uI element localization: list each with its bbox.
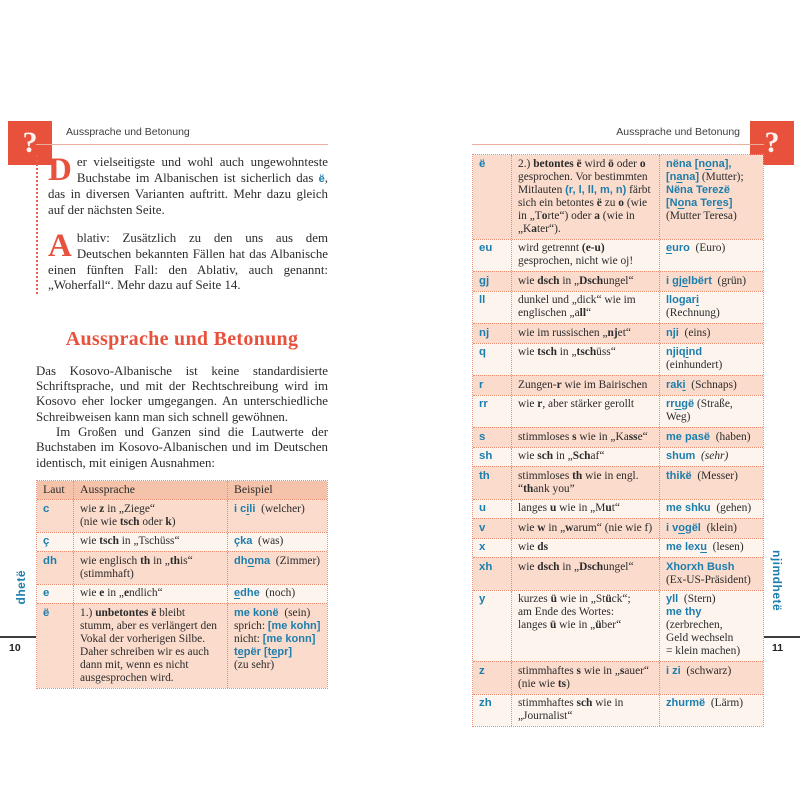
laut-cell: sh	[479, 450, 493, 462]
page-number-right: 11	[772, 642, 784, 654]
laut-cell: ë	[43, 606, 50, 619]
aussprache-cell: langes u wie in „Mut“	[511, 500, 659, 519]
aussprache-cell: stimmhaftes s wie in „sauer“ (nie wie ts)	[511, 662, 659, 694]
pronunciation-table-left	[36, 480, 328, 689]
aussprache-cell: wie w in „warum“ (nie wie f)	[511, 519, 659, 538]
beispiel-cell: euro (Euro)	[659, 240, 763, 272]
body-paragraph: Das Kosovo-Albanische ist keine standardisierte Schriftsprache, und mit der Rechtschreibung wird im Kosovo eher locker umgegangen. An unterschiedliche Schreibweisen kann man sich schnell gewöhnen.	[36, 363, 328, 424]
laut-cell: nj	[479, 326, 490, 339]
aussprache-cell: wie z in „Ziege“ (nie wie tsch oder k)	[73, 500, 227, 532]
intro-text: blativ: Zusätzlich zu den uns aus dem Deutschen bekannten Fällen hat das Albanische einen fünften Fall: den Ablativ, auch genannt: „Woherfall“. Mehr dazu auf Seite 14.	[48, 231, 328, 293]
beispiel-cell: me lexu (lesen)	[659, 539, 763, 558]
pronunciation-table-right	[472, 154, 764, 727]
table-row	[37, 603, 327, 688]
aussprache-cell: wie im russischen „njet“	[511, 324, 659, 343]
aussprache-cell: dunkel und „dick“ wie im englischen „all“	[511, 292, 659, 324]
table-row	[473, 590, 763, 662]
beispiel-cell: me konë (sein) sprich: [me kohn] nicht: [me konn] tepër [tepr] (zu sehr)	[227, 604, 327, 688]
laut-cell: s	[479, 430, 486, 443]
laut-cell: x	[479, 541, 486, 553]
laut-cell: rr	[479, 398, 488, 410]
table-row	[37, 551, 327, 584]
beispiel-cell: llogari (Rechnung)	[659, 292, 763, 324]
body-paragraph: Im Großen und Ganzen sind die Lautwerte der Buchstaben im Kosovo-Albanischen und im Deutschen identisch, mit einigen Ausnahmen:	[36, 424, 328, 470]
dropcap-letter: D	[48, 152, 72, 188]
intro-paragraph	[48, 228, 328, 293]
intro-text: er vielseitigste und wohl auch ungewohnteste Buchstabe im Albanischen ist sicherlich das ë, das in diversen Varianten auftritt. Mehr dazu gleich auf der nächsten Seite.	[48, 155, 328, 217]
table-row	[473, 447, 763, 467]
right-page	[472, 126, 764, 727]
aussprache-cell: wie englisch th in „this“ (stimmhaft)	[73, 552, 227, 584]
dropcap-letter: A	[48, 228, 72, 265]
table-row	[473, 271, 763, 291]
table-row	[473, 155, 763, 239]
aussprache-cell: wie tsch in „tschüss“	[511, 344, 659, 376]
laut-cell: ç	[43, 535, 50, 548]
running-header: Aussprache und Betonung	[36, 126, 328, 145]
beispiel-cell: zhurmë (Lärm)	[659, 695, 763, 727]
laut-cell: th	[479, 469, 490, 482]
aussprache-cell: stimmloses s wie in „Kasse“	[511, 428, 659, 447]
laut-cell: u	[479, 502, 486, 514]
beispiel-cell: yll (Stern) me thy (zerbrechen, Geld wechseln = klein machen)	[659, 591, 763, 662]
table-row	[473, 323, 763, 343]
aussprache-cell: wie tsch in „Tschüss“	[73, 533, 227, 552]
beispiel-cell: dhoma (Zimmer)	[227, 552, 327, 584]
aussprache-cell: stimmhaftes sch wie in „Journalist“	[511, 695, 659, 727]
laut-cell: y	[479, 593, 486, 605]
beispiel-cell: thikë (Messer)	[659, 467, 763, 499]
beispiel-cell: i zi (schwarz)	[659, 662, 763, 694]
aussprache-cell: kurzes ü wie in „Stück“; am Ende des Wortes: langes ü wie in „über“	[511, 591, 659, 662]
table-row	[37, 499, 327, 532]
page-number-rule-right	[764, 636, 800, 638]
table-row	[37, 532, 327, 552]
aussprache-cell: wie dsch in „Dschungel“	[511, 558, 659, 590]
laut-cell: e	[43, 587, 50, 600]
table-row	[473, 557, 763, 590]
column-header: Aussprache	[73, 481, 227, 500]
aussprache-cell: Zungen-r wie im Bairischen	[511, 376, 659, 395]
table-row	[473, 239, 763, 272]
beispiel-cell: i gjelbërt (grün)	[659, 272, 763, 291]
laut-cell: ll	[479, 294, 486, 306]
aussprache-cell: wie r, aber stärker gerollt	[511, 396, 659, 428]
table-row	[473, 499, 763, 519]
beispiel-cell: raki (Schnaps)	[659, 376, 763, 395]
laut-cell: q	[479, 346, 486, 358]
column-header: Beispiel	[227, 481, 327, 500]
intro-block	[36, 152, 328, 294]
beispiel-cell: me pasë (haben)	[659, 428, 763, 447]
section-heading: Aussprache und Betonung	[65, 327, 299, 350]
laut-cell: zh	[479, 697, 492, 709]
table-row	[473, 291, 763, 324]
page-number-left: 10	[9, 642, 21, 654]
laut-cell: eu	[479, 242, 493, 254]
table-header-row	[37, 481, 327, 500]
thumb-tab-left: dhetë	[14, 570, 28, 605]
table-row	[473, 466, 763, 499]
beispiel-cell: i cili (welcher)	[227, 500, 327, 532]
laut-cell: z	[479, 664, 485, 677]
beispiel-cell: rrugë (Straße, Weg)	[659, 396, 763, 428]
table-row	[473, 694, 763, 727]
aussprache-cell: wie sch in „Schaf“	[511, 448, 659, 467]
table-row	[37, 584, 327, 604]
left-page	[36, 126, 328, 689]
table-row	[473, 343, 763, 376]
table-row	[473, 661, 763, 694]
table-row	[473, 427, 763, 447]
aussprache-cell: wie ds	[511, 539, 659, 558]
beispiel-cell: nëna [nona], [nana] (Mutter); Nëna Terezë [Nona Teres] (Mutter Teresa)	[659, 155, 763, 239]
table-row	[473, 395, 763, 428]
beispiel-cell: me shku (gehen)	[659, 500, 763, 519]
laut-cell: ë	[479, 157, 486, 170]
aussprache-cell: wie dsch in „Dschungel“	[511, 272, 659, 291]
aussprache-cell: wie e in „endlich“	[73, 585, 227, 604]
laut-cell: dh	[43, 554, 57, 567]
laut-cell: gj	[479, 274, 490, 287]
aussprache-cell: 2.) betontes ë wird ö oder o gesprochen. Vor bestimmten Mitlauten (r, l, ll, m, n) färbt sich ein betontes ë zu o (wie in „Torte“) oder a (wie in „Kater“).	[511, 155, 659, 239]
question-mark-glyph: ?	[22, 126, 38, 159]
beispiel-cell: Xhorxh Bush (Ex-US-Präsident)	[659, 558, 763, 590]
table-row	[473, 518, 763, 538]
thumb-tab-right: njimdhetë	[770, 550, 784, 612]
beispiel-cell: çka (was)	[227, 533, 327, 552]
running-header: Aussprache und Betonung	[472, 126, 764, 145]
page-number-rule-left	[0, 636, 36, 638]
laut-cell: v	[479, 521, 486, 534]
laut-cell: xh	[479, 560, 493, 573]
intro-paragraph	[48, 152, 328, 218]
aussprache-cell: 1.) unbetontes ë bleibt stumm, aber es verlängert den Vokal der vorherigen Silbe. Daher schreiben wir es auch dann mit, wenn es nicht ausgesprochen wird.	[73, 604, 227, 688]
beispiel-cell: shum (sehr)	[659, 448, 763, 467]
beispiel-cell: njiqind (einhundert)	[659, 344, 763, 376]
beispiel-cell: nji (eins)	[659, 324, 763, 343]
question-mark-glyph: ?	[764, 126, 780, 159]
beispiel-cell: i vogël (klein)	[659, 519, 763, 538]
column-header: Laut	[43, 482, 65, 497]
table-row	[473, 375, 763, 395]
aussprache-cell: wird getrennt (e-u) gesprochen, nicht wie oj!	[511, 240, 659, 272]
aussprache-cell: stimmloses th wie in engl. “thank you”	[511, 467, 659, 499]
laut-cell: c	[43, 502, 50, 515]
beispiel-cell: edhe (noch)	[227, 585, 327, 604]
table-row	[473, 538, 763, 558]
laut-cell: r	[479, 378, 484, 391]
